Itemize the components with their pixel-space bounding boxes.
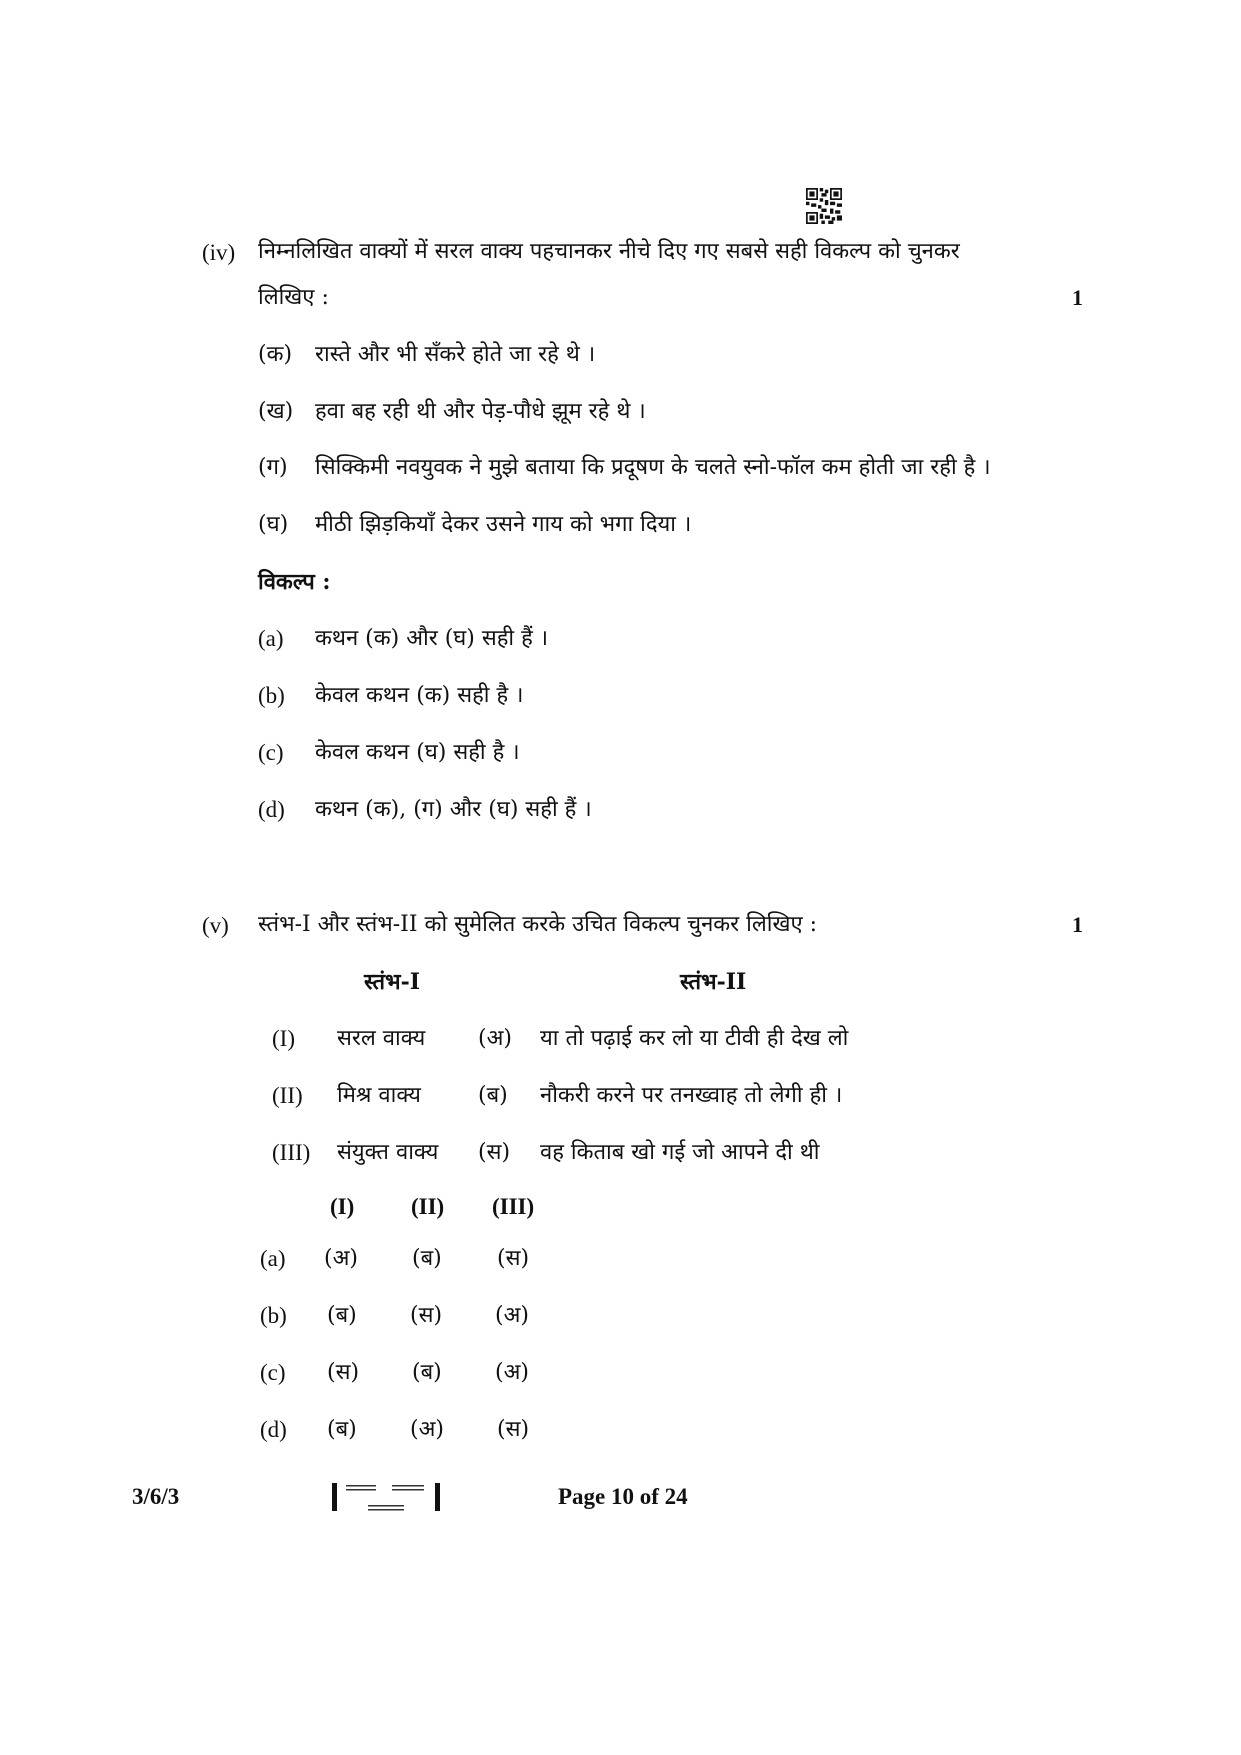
answer-value: (स)	[497, 1246, 530, 1271]
question-iv-number: (iv)	[202, 240, 236, 265]
answer-value: (ब)	[327, 1417, 357, 1442]
question-iv-marks: 1	[1072, 285, 1083, 310]
option-label: (b)	[258, 683, 285, 708]
answer-option-label: (d)	[260, 1417, 287, 1442]
option-label: (c)	[258, 740, 284, 765]
row-term: सरल वाक्य	[337, 1026, 426, 1051]
row-key: (ब)	[478, 1083, 508, 1108]
answer-value: (ब)	[412, 1246, 442, 1271]
barcode-icon	[332, 1483, 440, 1511]
page-number: Page 10 of 24	[558, 1484, 688, 1509]
row-roman: (I)	[272, 1026, 295, 1051]
question-iv-stem-line1: निम्नलिखित वाक्यों में सरल वाक्य पहचानकर नीचे दिए गए सबसे सही विकल्प को चुनकर	[258, 239, 960, 264]
qr-code-icon	[806, 188, 842, 224]
row-text: नौकरी करने पर तनख्वाह तो लेगी ही ।	[540, 1083, 843, 1108]
answer-option-label: (a)	[260, 1246, 286, 1271]
option-text: केवल कथन (क) सही है ।	[315, 683, 524, 708]
question-iv-stem-line2: लिखिए :	[258, 285, 329, 310]
answer-value: (अ)	[410, 1417, 444, 1442]
option-label: (d)	[258, 797, 285, 822]
answer-header: (II)	[411, 1194, 445, 1219]
answer-option-label: (c)	[260, 1360, 286, 1385]
option-label: (a)	[258, 626, 284, 651]
column-2-heading: स्तंभ-II	[680, 969, 747, 995]
statement-label: (ग)	[258, 455, 288, 480]
row-text: वह किताब खो गई जो आपने दी थी	[540, 1140, 820, 1165]
answer-value: (अ)	[495, 1303, 529, 1328]
row-key: (अ)	[478, 1026, 512, 1051]
statement-label: (ख)	[258, 399, 294, 424]
answer-header: (I)	[330, 1194, 355, 1219]
answer-value: (अ)	[495, 1360, 529, 1385]
answer-option-label: (b)	[260, 1303, 287, 1328]
answer-value: (स)	[497, 1417, 530, 1442]
answer-value: (ब)	[327, 1303, 357, 1328]
statement-label: (घ)	[258, 512, 289, 537]
paper-code: 3/6/3	[132, 1484, 180, 1509]
answer-header: (III)	[492, 1194, 535, 1219]
row-term: संयुक्त वाक्य	[337, 1140, 439, 1165]
statement-text: हवा बह रही थी और पेड़-पौधे झूम रहे थे ।	[315, 399, 646, 424]
row-roman: (III)	[272, 1140, 311, 1165]
row-key: (स)	[478, 1140, 511, 1165]
question-v-stem: स्तंभ-I और स्तंभ-II को सुमेलित करके उचित विकल्प चुनकर लिखिए :	[258, 912, 818, 937]
option-text: कथन (क) और (घ) सही हैं ।	[315, 626, 549, 651]
option-text: कथन (क), (ग) और (घ) सही हैं ।	[315, 797, 592, 822]
answer-value: (अ)	[324, 1246, 358, 1271]
row-term: मिश्र वाक्य	[337, 1083, 421, 1108]
column-1-heading: स्तंभ-I	[364, 969, 420, 995]
answer-value: (ब)	[412, 1360, 442, 1385]
statement-text: मीठी झिड़कियाँ देकर उसने गाय को भगा दिया ।	[315, 512, 692, 537]
statement-text: सिक्किमी नवयुवक ने मुझे बताया कि प्रदूषण के चलते स्नो-फॉल कम होती जा रही है ।	[315, 455, 991, 480]
statement-label: (क)	[258, 342, 293, 367]
options-heading: विकल्प :	[258, 569, 331, 595]
row-text: या तो पढ़ाई कर लो या टीवी ही देख लो	[540, 1026, 849, 1051]
question-v-marks: 1	[1072, 912, 1083, 937]
statement-text: रास्ते और भी सँकरे होते जा रहे थे ।	[315, 342, 596, 367]
answer-value: (स)	[410, 1303, 443, 1328]
answer-value: (स)	[327, 1360, 360, 1385]
question-v-number: (v)	[202, 913, 229, 938]
option-text: केवल कथन (घ) सही है ।	[315, 740, 520, 765]
row-roman: (II)	[272, 1083, 303, 1108]
